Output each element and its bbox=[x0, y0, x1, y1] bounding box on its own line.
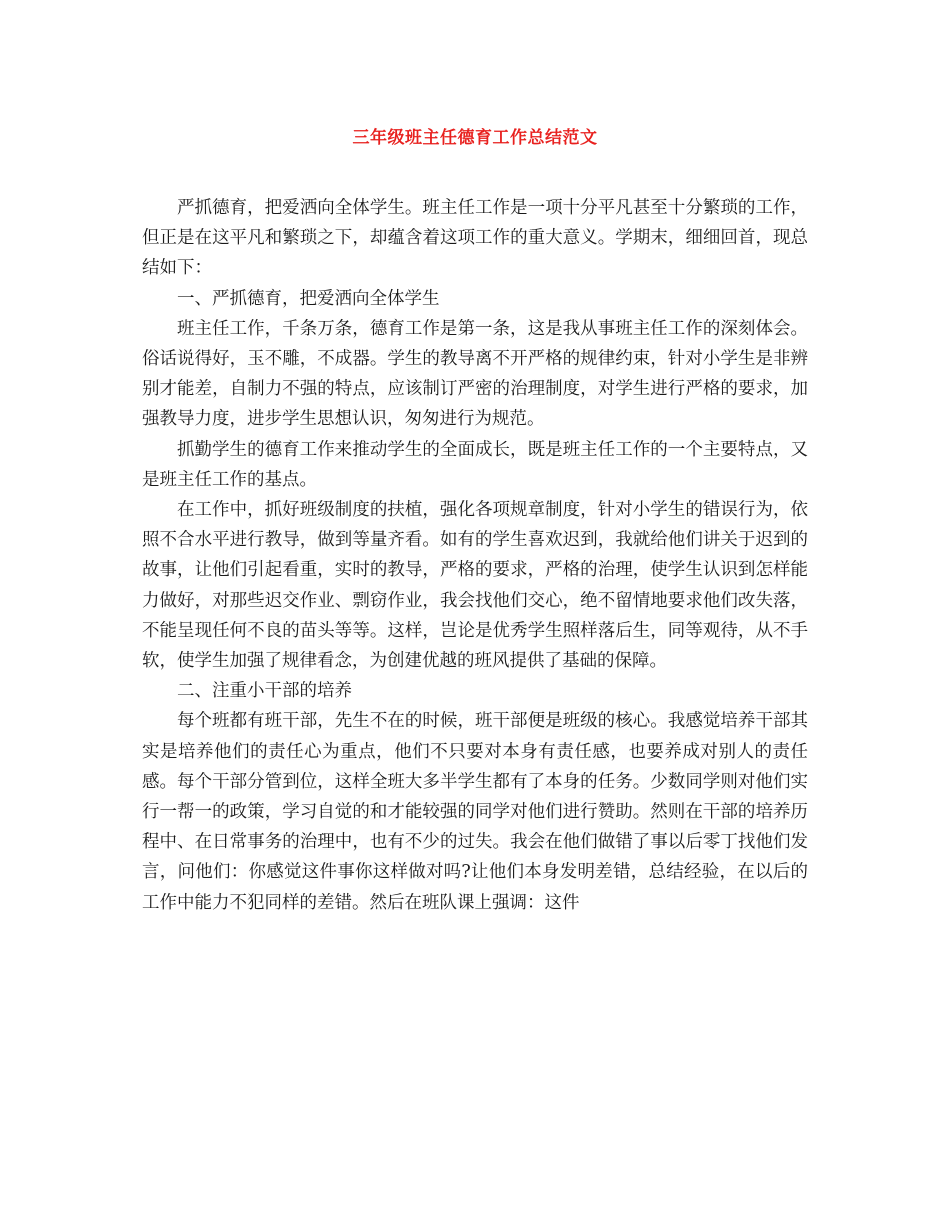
document-body bbox=[142, 193, 808, 918]
paragraph: 班主任工作，千条万条，德育工作是第一条，这是我从事班主任工作的深刻体会。俗话说得好，玉不雕，不成器。学生的教导离不开严格的规律约束，针对小学生是非辨别才能差，自制力不强的特点，应该制订严密的治理制度，对学生进行严格的要求，加强教导力度，进步学生思想认识，匆匆进行为规范。 bbox=[142, 318, 808, 430]
document-title: 三年级班主任德育工作总结范文 bbox=[352, 128, 598, 148]
paragraph: 在工作中，抓好班级制度的扶植，强化各项规章制度，针对小学生的错误行为，依照不合水平进行教导，做到等量齐看。如有的学生喜欢迟到，我就给他们讲关于迟到的故事，让他们引起看重，实时的教导，严格的要求，严格的治理，使学生认识到怎样能力做好，对那些迟交作业、剽窃作业，我会找他们交心，绝不留情地要求他们改失落，不能呈现任何不良的苗头等等。这样，岂论是优秀学生照样落后生，同等观待，从不手软，使学生加强了规律看念，为创建优越的班风提供了基础的保障。 bbox=[142, 500, 808, 672]
section-heading-1: 一、严抓德育，把爱洒向全体学生 bbox=[177, 288, 440, 309]
paragraph: 抓勤学生的德育工作来推动学生的全面成长，既是班主任工作的一个主要特点，又是班主任工作的基点。 bbox=[142, 439, 808, 490]
section-heading-2: 二、注重小干部的培养 bbox=[177, 681, 352, 702]
paragraph-intro: 严抓德育，把爱洒向全体学生。班主任工作是一项十分平凡甚至十分繁琐的工作，但正是在这平凡和繁琐之下，却蕴含着这项工作的重大意义。学期末，细细回首，现总结如下： bbox=[142, 198, 808, 279]
paragraph: 每个班都有班干部，先生不在的时候，班干部便是班级的核心。我感觉培养干部其实是培养他们的责任心为重点，他们不只要对本身有责任感，也要养成对别人的责任感。每个干部分管到位，这样全班大多半学生都有了本身的任务。少数同学则对他们实行一帮一的政策，学习自觉的和才能较强的同学对他们进行赞助。然则在干部的培养历程中、在日常事务的治理中，也有不少的过失。我会在他们做错了事以后零丁找他们发言，问他们：你感觉这件事你这样做对吗?让他们本身发明差错，总结经验，在以后的工作中能力不犯同样的差错。然后在班队课上强调：这件 bbox=[142, 711, 808, 913]
